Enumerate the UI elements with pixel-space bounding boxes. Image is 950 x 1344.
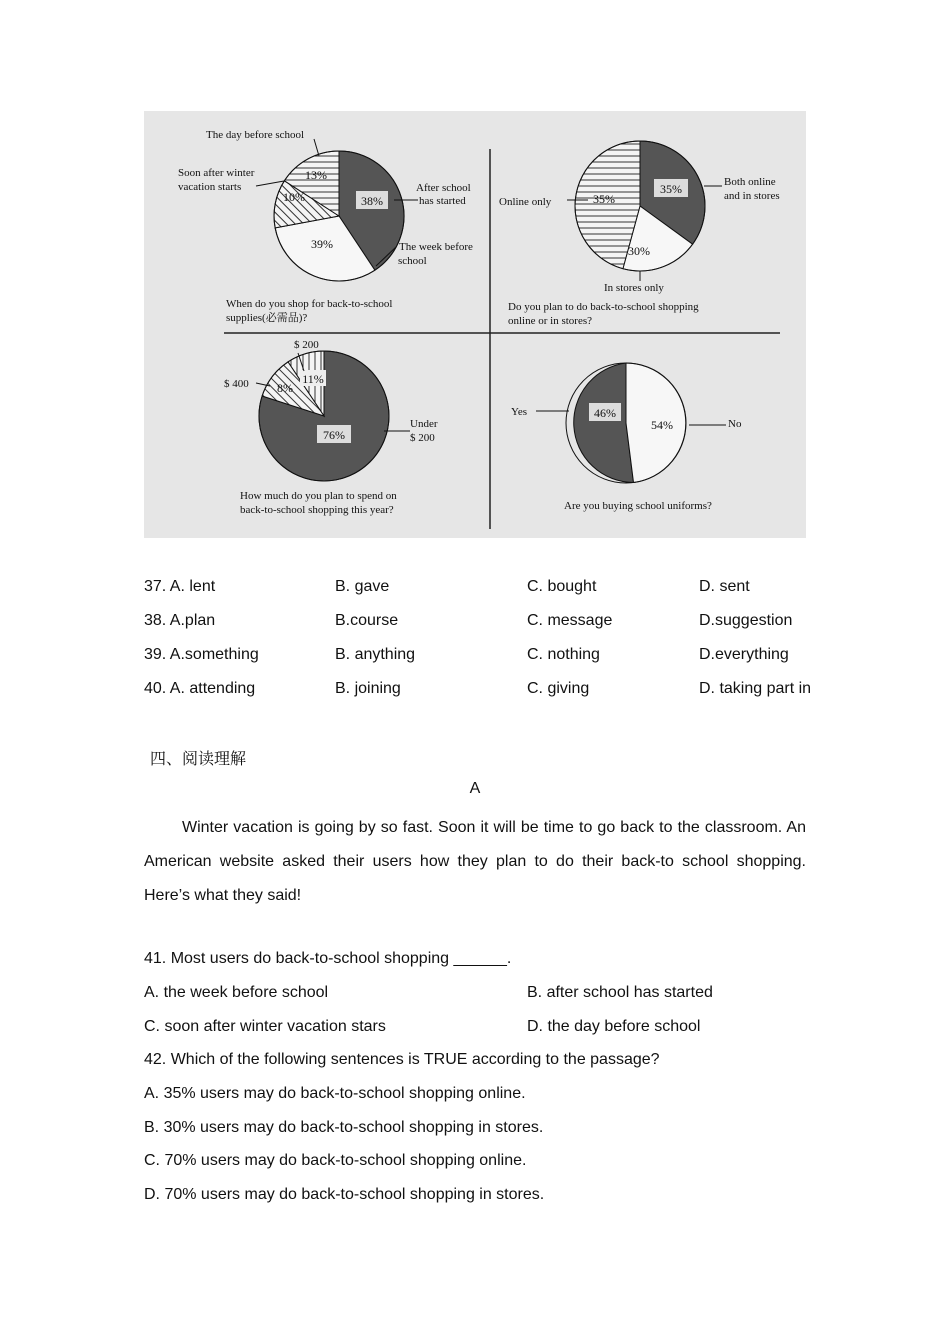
question-online-or-stores-2: online or in stores?	[508, 315, 593, 327]
label-week-before: The week before	[399, 241, 473, 253]
label-under-200: Under	[410, 418, 438, 430]
option-38-d: D.suggestion	[699, 612, 793, 629]
question-42-option-b: B. 30% users may do back-to-school shopping in stores.	[144, 1119, 544, 1136]
option-40-c: C. giving	[527, 680, 590, 697]
passage-label: A	[469, 780, 481, 797]
question-uniforms: Are you buying school uniforms?	[564, 500, 712, 512]
option-39-c: C. nothing	[527, 646, 600, 663]
value-after-school: 38%	[361, 194, 383, 208]
label-online: Online only	[499, 196, 552, 208]
option-39-a: 39. A.something	[144, 646, 259, 663]
value-in-stores: 30%	[628, 244, 650, 258]
survey-figure	[144, 111, 806, 538]
value-400: 8%	[277, 381, 293, 395]
label-after-school: After school	[416, 182, 471, 194]
question-42-option-a: A. 35% users may do back-to-school shopping online.	[144, 1085, 526, 1102]
value-no: 54%	[651, 418, 673, 432]
question-42-stem: 42. Which of the following sentences is TRUE according to the passage?	[144, 1051, 660, 1068]
option-37-d: D. sent	[699, 578, 750, 595]
label-day-before: The day before school	[206, 129, 305, 141]
option-37-c: C. bought	[527, 578, 597, 595]
label-after-school-2: has started	[419, 195, 466, 207]
question-row-37	[144, 578, 844, 602]
option-39-d: D.everything	[699, 646, 789, 663]
pie-spending	[224, 339, 438, 516]
value-day-before: 13%	[305, 168, 327, 182]
option-40-a: 40. A. attending	[144, 680, 256, 697]
option-38-b: B.course	[335, 612, 399, 629]
option-37-a: 37. A. lent	[144, 578, 216, 595]
label-both: Both online	[724, 176, 776, 188]
label-200: $ 200	[294, 339, 319, 351]
question-row-39	[144, 646, 844, 670]
option-40-d: D. taking part in	[699, 680, 812, 697]
label-week-before-2: school	[398, 255, 427, 267]
label-soon-after-vacation-2: vacation starts	[178, 181, 242, 193]
option-38-c: C. message	[527, 612, 613, 629]
question-41-option-b: B. after school has started	[527, 984, 713, 1001]
question-41-option-d: D. the day before school	[527, 1018, 701, 1035]
label-400: $ 400	[224, 378, 249, 390]
option-40-b: B. joining	[335, 680, 401, 697]
option-39-b: B. anything	[335, 646, 416, 663]
question-row-38	[144, 612, 844, 636]
question-41-stem: 41. Most users do back-to-school shopping ______.	[144, 950, 512, 967]
label-both-2: and in stores	[724, 190, 780, 202]
label-no: No	[728, 418, 742, 430]
pie-shopping-time	[178, 129, 473, 324]
value-200: 11%	[302, 372, 324, 386]
value-soon-after-vacation: 10%	[283, 190, 305, 204]
pie-uniforms	[511, 363, 742, 512]
label-in-stores: In stores only	[604, 282, 664, 294]
question-shopping-time: When do you shop for back-to-school	[226, 298, 393, 310]
question-spending-2: back-to-school shopping this year?	[240, 504, 394, 516]
passage-text: Winter vacation is going by so fast. Soon it will be time to go back to the classroom. An American website asked their users how they plan to do their back-to school shopping. Here’s what they said!	[144, 819, 806, 904]
label-yes: Yes	[511, 406, 528, 418]
question-spending: How much do you plan to spend on	[240, 490, 397, 502]
option-38-a: 38. A.plan	[144, 612, 216, 629]
label-soon-after-vacation: Soon after winter	[178, 167, 255, 179]
question-41-option-a: A. the week before school	[144, 984, 329, 1001]
question-41-option-c: C. soon after winter vacation stars	[144, 1018, 386, 1035]
question-42-option-d: D. 70% users may do back-to-school shopping in stores.	[144, 1186, 545, 1203]
value-week-before: 39%	[311, 237, 333, 251]
survey-charts	[144, 111, 806, 538]
question-42-option-c: C. 70% users may do back-to-school shopping online.	[144, 1152, 527, 1169]
option-37-b: B. gave	[335, 578, 390, 595]
pie-online-or-stores	[499, 141, 780, 327]
label-under-200-2: $ 200	[410, 432, 435, 444]
question-row-40	[144, 680, 844, 704]
value-online: 35%	[593, 192, 615, 206]
value-both: 35%	[660, 182, 682, 196]
question-online-or-stores: Do you plan to do back-to-school shopping	[508, 301, 699, 313]
value-yes: 46%	[594, 406, 616, 420]
value-under-200: 76%	[323, 428, 345, 442]
question-shopping-time-2: supplies(必需品)?	[226, 312, 308, 324]
section-title: 四、阅读理解	[150, 749, 247, 768]
